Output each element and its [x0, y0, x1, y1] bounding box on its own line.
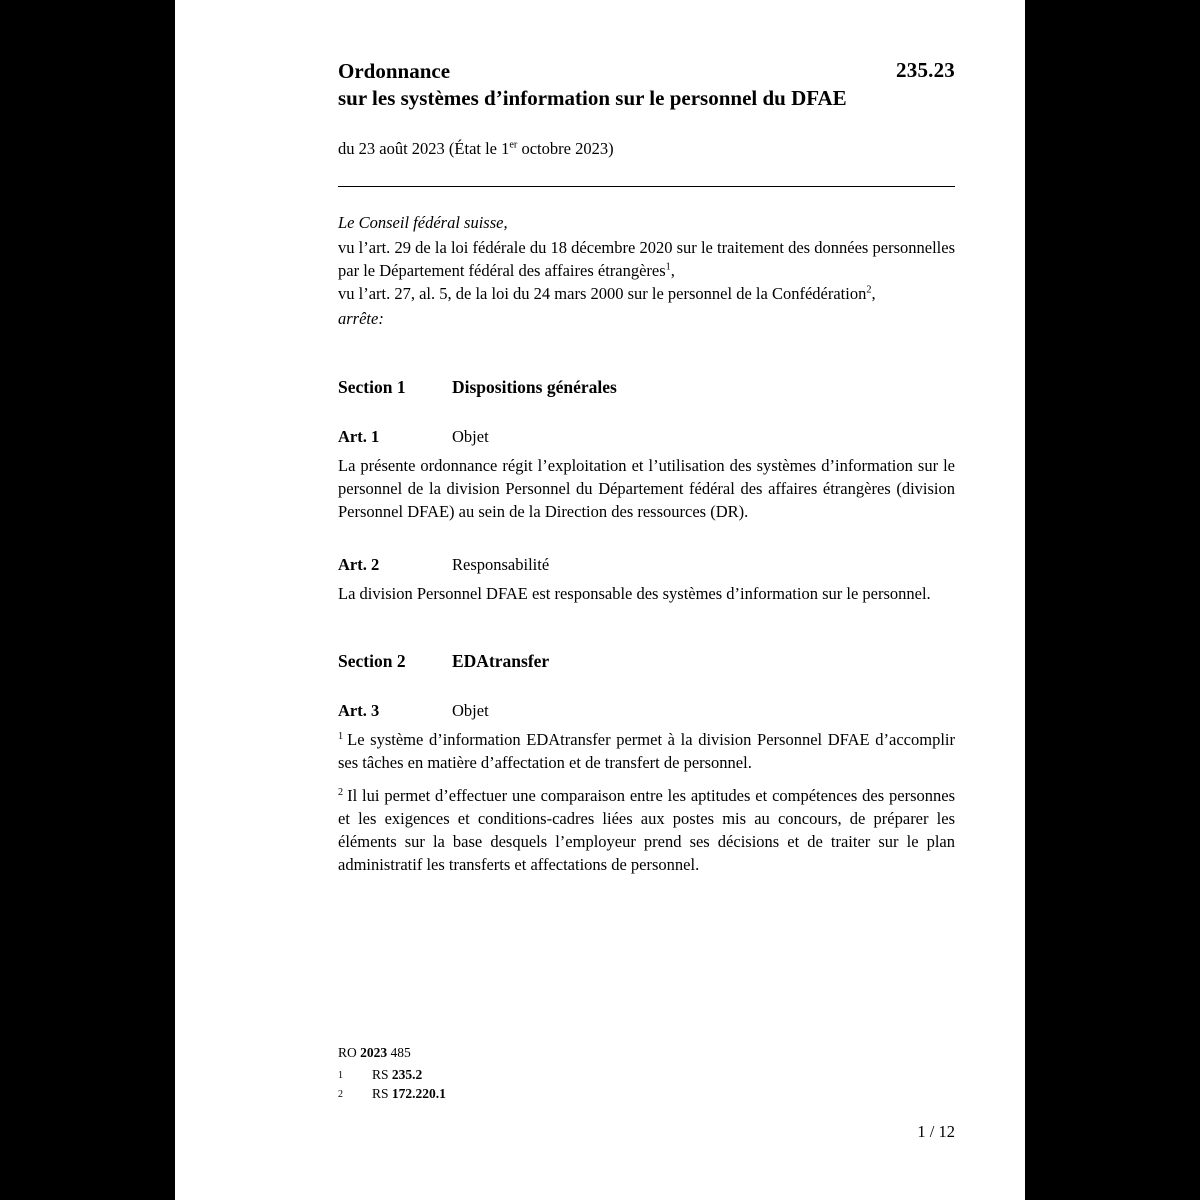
article-3-title: Objet	[452, 701, 489, 720]
ro-page: 485	[387, 1045, 411, 1060]
header-rule	[338, 186, 955, 187]
section-2-heading	[338, 651, 955, 672]
preamble-vu-1	[338, 236, 955, 282]
footnote-1-prefix: RS	[372, 1067, 392, 1082]
paragraph-1-text: Le système d’information EDAtransfer permet à la division Personnel DFAE d’accomplir ses tâches en matière d’affectation et de transfert de personnel.	[338, 730, 955, 772]
footnote-1	[338, 1066, 955, 1085]
footnote-ref-1: 1	[665, 261, 671, 273]
footnote-2-text	[372, 1085, 446, 1104]
footnote-1-rs-number: 235.2	[391, 1067, 423, 1082]
footnote-2	[338, 1085, 955, 1104]
article-2-title: Responsabilité	[452, 555, 550, 574]
article-2-body: La division Personnel DFAE est responsable des systèmes d’information sur le personnel.	[338, 584, 931, 603]
paragraph-1-number: 1	[338, 730, 344, 742]
article-1-title: Objet	[452, 427, 489, 446]
paragraph-2-number: 2	[338, 786, 344, 798]
title-line-2: sur les systèmes d’information sur le personnel du DFAE	[338, 86, 847, 110]
footnote-ref-2: 2	[866, 284, 872, 296]
document-page	[175, 0, 1025, 1200]
article-3-paragraph-1	[338, 728, 955, 774]
title-line-1: Ordonnance	[338, 59, 451, 83]
article-3-label: Art. 3	[338, 701, 380, 720]
preamble-authority: Le Conseil fédéral suisse,	[338, 213, 508, 232]
preamble-vu-2	[338, 282, 955, 305]
footnote-2-prefix: RS	[372, 1085, 392, 1101]
section-1-label: Section 1	[338, 377, 406, 397]
section-2-title: EDAtransfer	[452, 651, 550, 671]
date-text-post: octobre 2023)	[517, 139, 614, 158]
vu2-text: vu l’art. 27, al. 5, de la loi du 24 mars 2000 sur le personnel de la Confédération	[338, 284, 867, 303]
ro-prefix: RO	[338, 1045, 361, 1060]
article-1-body: La présente ordonnance régit l’exploitation et l’utilisation des systèmes d’information sur le personnel de la division Personnel du Département fédéral des affaires étrangères (division Personnel DFAE) au sein de la Direction des ressources (DR).	[338, 456, 955, 521]
article-3-heading	[338, 701, 955, 721]
footnote-1-number: 1	[338, 1070, 343, 1081]
document-header	[338, 58, 955, 112]
footnote-2-rs-number: 172.220.1	[391, 1085, 446, 1101]
section-1-heading	[338, 377, 955, 398]
footnotes-block	[338, 1044, 955, 1103]
document-title	[338, 58, 955, 112]
footnote-2-number: 2	[338, 1088, 343, 1100]
article-1-label: Art. 1	[338, 427, 380, 446]
vu1-tail: ,	[670, 261, 675, 280]
section-1-title: Dispositions générales	[452, 377, 617, 397]
article-1-heading	[338, 427, 955, 447]
article-2-label: Art. 2	[338, 555, 380, 574]
page-content	[338, 0, 955, 876]
section-2-label: Section 2	[338, 651, 406, 671]
vu1-text: vu l’art. 29 de la loi fédérale du 18 décembre 2020 sur le traitement des données personnelles par le Département fédéral des affaires étrangères	[338, 238, 955, 280]
ro-year: 2023	[360, 1045, 388, 1060]
preamble-decree: arrête:	[338, 309, 384, 328]
date-line	[338, 139, 955, 159]
article-3-paragraph-2	[338, 784, 955, 876]
ro-reference	[338, 1044, 955, 1061]
rs-code: 235.23	[896, 58, 955, 82]
date-ordinal-superscript: er	[509, 139, 518, 151]
date-text-pre: du 23 août 2023 (État le 1	[338, 139, 510, 158]
article-2-heading	[338, 555, 955, 575]
vu2-tail: ,	[871, 284, 876, 303]
paragraph-2-text: Il lui permet d’effectuer une comparaison entre les aptitudes et compétences des personnes et les exigences et conditions-cadres liées aux postes mis au concours, de préparer les éléments sur la base desquels l’employeur prend ses décisions et de traiter sur le plan administratif les transferts et affectations de personnel.	[338, 786, 955, 874]
page-number: 1 / 12	[917, 1122, 955, 1141]
footnote-1-text	[372, 1066, 422, 1085]
